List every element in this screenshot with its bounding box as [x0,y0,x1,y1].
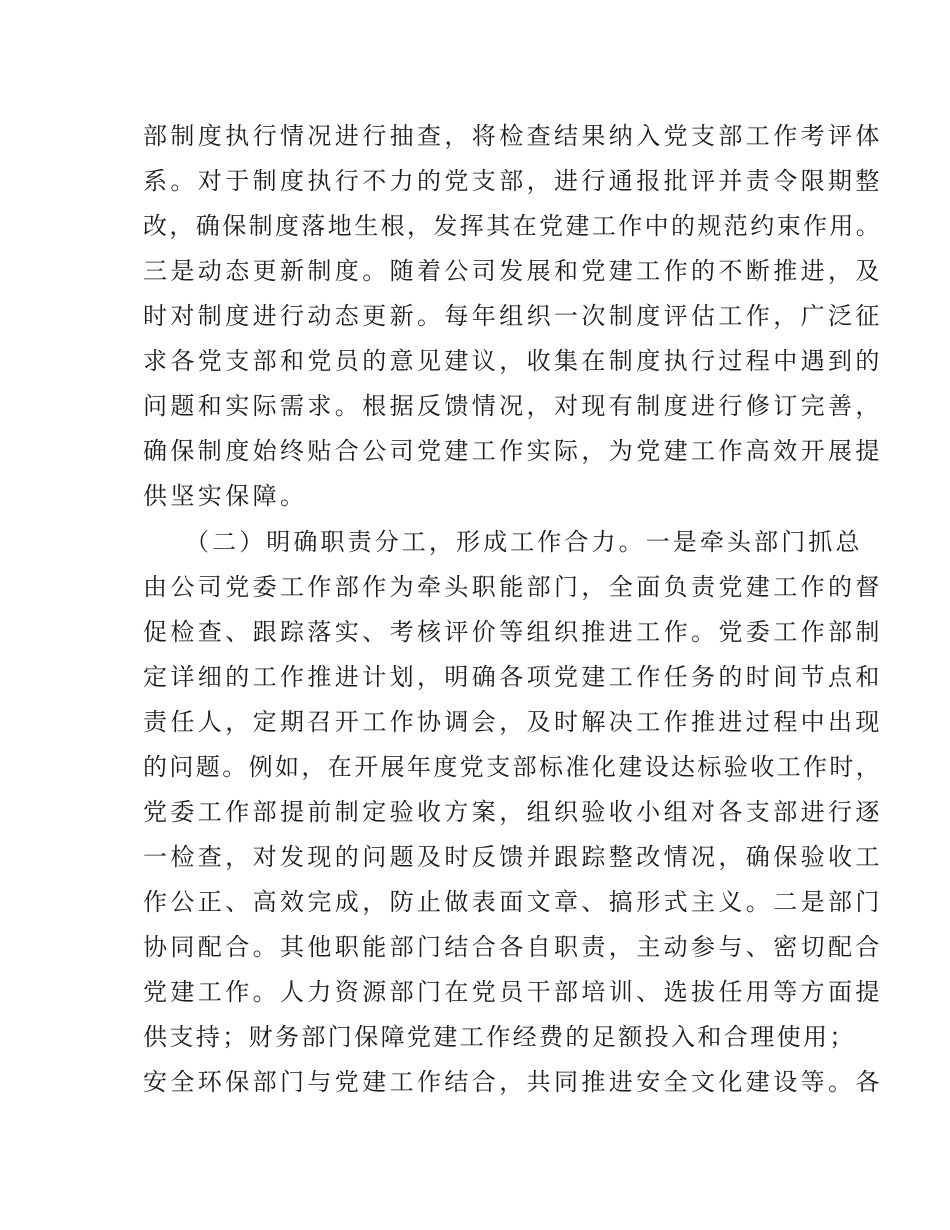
text-line: 供支持；财务部门保障党建工作经费的足额投入和合理使用； [143,1023,856,1051]
text-line: 安全环保部门与党建工作结合，共同推进安全文化建设等。各 [143,1068,883,1096]
text-line: 的问题。例如，在开展年度党支部标准化建设达标验收工作时， [143,753,883,781]
text-line: 定详细的工作推进计划，明确各项党建工作任务的时间节点和 [143,663,883,691]
text-line: 供坚实保障。 [143,482,308,510]
text-line: 协同配合。其他职能部门结合各自职责，主动参与、密切配合 [143,933,883,961]
text-line: 责任人，定期召开工作协调会，及时解决工作推进过程中出现 [143,708,883,736]
text-line: 时对制度进行动态更新。每年组织一次制度评估工作，广泛征 [143,302,883,330]
text-line: 改，确保制度落地生根，发挥其在党建工作中的规范约束作用。 [143,212,883,240]
text-line: 部制度执行情况进行抽查，将检查结果纳入党支部工作考评体 [143,122,883,150]
text-line: 三是动态更新制度。随着公司发展和党建工作的不断推进，及 [143,257,883,285]
text-line: 问题和实际需求。根据反馈情况，对现有制度进行修订完善， [143,392,883,420]
text-line: 一检查，对发现的问题及时反馈并跟踪整改情况，确保验收工 [143,843,883,871]
paragraph-heading-line: （二）明确职责分工，形成工作合力。一是牵头部门抓总 [185,528,863,556]
text-line: 促检查、跟踪落实、考核评价等组织推进工作。党委工作部制 [143,618,883,646]
text-line: 系。对于制度执行不力的党支部，进行通报批评并责令限期整 [143,167,883,195]
text-line: 确保制度始终贴合公司党建工作实际，为党建工作高效开展提 [143,437,883,465]
text-line: 党建工作。人力资源部门在党员干部培训、选拔任用等方面提 [143,978,883,1006]
text-line: 由公司党委工作部作为牵头职能部门，全面负责党建工作的督 [143,573,883,601]
text-line: 作公正、高效完成，防止做表面文章、搞形式主义。二是部门 [143,888,883,916]
text-line: 求各党支部和党员的意见建议，收集在制度执行过程中遇到的 [143,347,883,375]
text-line: 党委工作部提前制定验收方案，组织验收小组对各支部进行逐 [143,798,883,826]
